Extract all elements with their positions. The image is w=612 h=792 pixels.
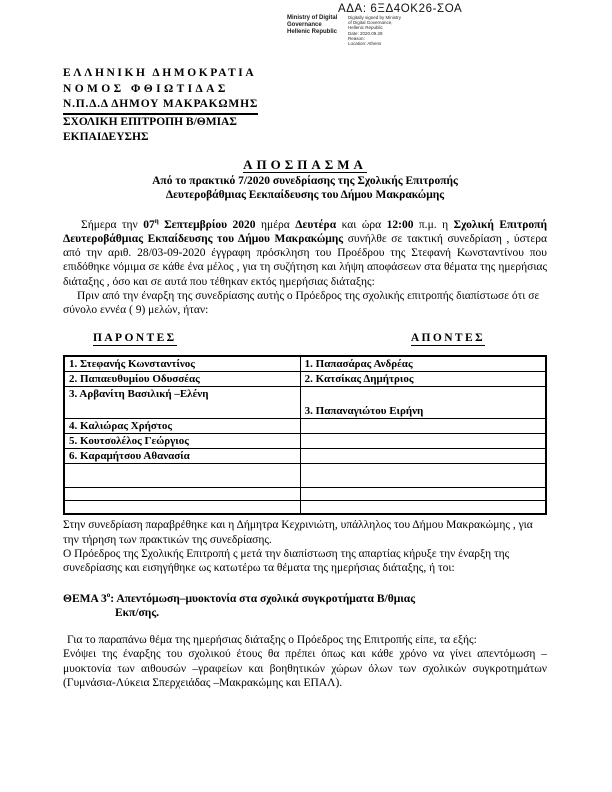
ministry-name — [287, 15, 343, 46]
ministry-name-line: Hellenic Republic — [287, 29, 338, 35]
org-header-line-5: ΕΚΠΑΙΔΕΥΣΗΣ — [63, 131, 149, 143]
theme-heading: ΘΕΜΑ $3^o$: Απεντόμωση–μυοκτονία στα σχολικά συγκροτήματα Β/θμιας Εκπ/σης. — [63, 588, 547, 620]
opening-text: Σήμερα την — [81, 218, 144, 231]
absent-cell — [300, 434, 546, 449]
present-cell — [64, 501, 300, 515]
table-row — [64, 419, 546, 434]
signature-detail-line: Location: Athens — [348, 41, 382, 47]
opening-paragraph: Σήμερα την $07^\eta$ Σεπτεμβρίου 2020 ημέρα Δευτέρα και ώρα 12:00 π.μ. η Σχολική Επιτροπή Δευτεροβάθμιας Εκπαίδευσης του Δήμου Μακρακώμης συνήλθε σε τακτική συνεδρίαση , ύστερα από την αριθ. 28/03-09-2020 έγγραφη πρόσκληση του Προέδρου της Στεφανή Κωνσταντίνου που επιδόθηκε νόμιμα σε κάθε ένα μέλος , για τη συζήτηση και λήψη αποφάσεων στα θέματα της ημερήσιας διάταξης , όσο και σε αυτά που τέθηκαν εκτός ημερήσιας διάταξης: — [63, 216, 547, 288]
signature-detail-line: Digitally signed by Ministry — [348, 15, 402, 20]
absent-cell: 1. Παπασάρας Ανδρέας — [300, 356, 546, 372]
org-header-line-3: Ν.Π.Δ.Δ ΔΗΜΟΥ ΜΑΚΡΑΚΩΜΗΣ — [63, 97, 258, 115]
org-header-line-4: ΣΧΟΛΙΚΗ ΕΠΙΤΡΟΠΗ Β/ΘΜΙΑΣ — [63, 115, 237, 128]
table-row — [64, 434, 546, 449]
document-subtitle-1: Από το πρακτικό 7/2020 συνεδρίασης της Σχολικής Επιτροπής — [152, 174, 458, 187]
secretary-paragraph: Στην συνεδρίαση παραβρέθηκε και η Δήμητρα Κεχρινιώτη, υπάλληλος του Δήμου Μακρακώμης , για την τήρηση των πρακτικών της συνεδρίασης. — [63, 519, 533, 546]
present-cell — [64, 488, 300, 501]
table-row — [64, 488, 546, 501]
ministry-name-line: Governance — [287, 22, 322, 28]
president-paragraph: Ο Πρόεδρος της Σχολικής Επιτροπή ς μετά την διαπίστωση της απαρτίας κήρυξε την έναρξη της συνεδρίασης και εισηγήθηκε ως κατωτέρω τα θέματα της ημερήσιας διάταξης, ή τοι: — [63, 548, 510, 575]
signature-detail-line: Reason: — [348, 35, 365, 41]
document-body — [63, 66, 547, 690]
table-row — [64, 449, 546, 464]
signature-details — [348, 15, 432, 46]
theme-ordinal: ο — [106, 590, 111, 599]
present-cell: 3. Αρβανίτη Βασιλική –Ελένη — [64, 387, 300, 419]
theme-title-line-1: Απεντόμωση–μυοκτονία στα σχολικά συγκροτήματα Β/θμιας — [116, 592, 416, 605]
table-row — [64, 387, 546, 419]
document-subtitle-2: Δευτεροβάθμιας Εεκπαίδευσης του Δήμου Μακρακώμης — [165, 188, 445, 201]
theme-body-paragraph: Ενόψει της έναρξης του σχολικού έτους θα πρέπει όπως και κάθε χρόνο να γίνει απεντόμωση – μυοκτονία των αιθουσών –γραφείων και βοηθητικών χώρων όλων των σχολικών συγκροτημάτων (Γυμνάσια-Λύκεια Σπερχειάδας –Μακρακώμης και ΕΠΑΛ). — [63, 648, 547, 689]
present-cell: 1. Στεφανής Κωνσταντίνος — [64, 356, 300, 372]
absent-cell — [300, 419, 546, 434]
absent-cell — [300, 449, 546, 464]
theme-label: ΘΕΜΑ 3 — [63, 592, 107, 605]
present-cell: 4. Καλιώρας Χρήστος — [64, 419, 300, 434]
theme-title-line-2: Εκπ/σης. — [115, 606, 160, 619]
theme-intro-paragraph: Για το παραπάνω θέμα της ημερήσιας διάταξης ο Πρόεδρος της Επιτροπής είπε, τα εξής: — [67, 634, 477, 647]
quorum-paragraph: Πριν από την έναρξη της συνεδρίασης αυτής ο Πρόεδρος της σχολικής επιτροπής διαπίστωσε ότι σε σύνολο εννέα ( 9) μελών, ήταν: — [63, 289, 540, 317]
signature-detail-line: Hellenic Republic — [348, 25, 383, 31]
absent-cell — [300, 464, 546, 488]
present-cell: 2. Παπαευθυμίου Οδυσσέας — [64, 372, 300, 387]
absent-cell — [300, 488, 546, 501]
table-row — [64, 501, 546, 515]
absent-cell — [300, 501, 546, 515]
document-title: ΑΠΟΣΠΑΣΜΑ — [243, 156, 367, 172]
table-row — [64, 372, 546, 387]
signature-detail-line: Date: 2020.09.28 — [348, 30, 383, 36]
org-header-line-2: ΝΟΜΟΣ ΦΘΙΩΤΙΔΑΣ — [63, 82, 229, 95]
digital-signature-stamp — [287, 15, 432, 46]
members-table — [63, 355, 547, 515]
absent-cell: 3. Παπαναγιώτου Ειρήνη — [300, 387, 546, 419]
absent-cell: 2. Κατσίκας Δημήτριος — [300, 372, 546, 387]
ministry-name-line: Ministry of Digital — [287, 15, 338, 21]
org-header-line-1: ΕΛΛΗΝΙΚΗ ΔΗΜΟΚΡΑΤΙΑ — [63, 67, 257, 79]
signature-detail-line: of Digital Governance, — [348, 20, 393, 26]
table-row — [64, 356, 546, 372]
ada-number: ΑΔΑ: 6ΞΔ4ΟΚ26-ΣΟΑ — [338, 3, 463, 15]
absent-header: ΑΠΟΝΤΕΣ — [410, 332, 485, 345]
attendance-headers — [63, 331, 547, 346]
table-row — [64, 464, 546, 488]
present-cell: 5. Κουτσολέλος Γεώργιος — [64, 434, 300, 449]
present-cell: 6. Καραμήτσου Αθανασία — [64, 449, 300, 464]
present-header: ΠΑΡΟΝΤΕΣ — [93, 332, 177, 345]
present-cell — [64, 464, 300, 488]
